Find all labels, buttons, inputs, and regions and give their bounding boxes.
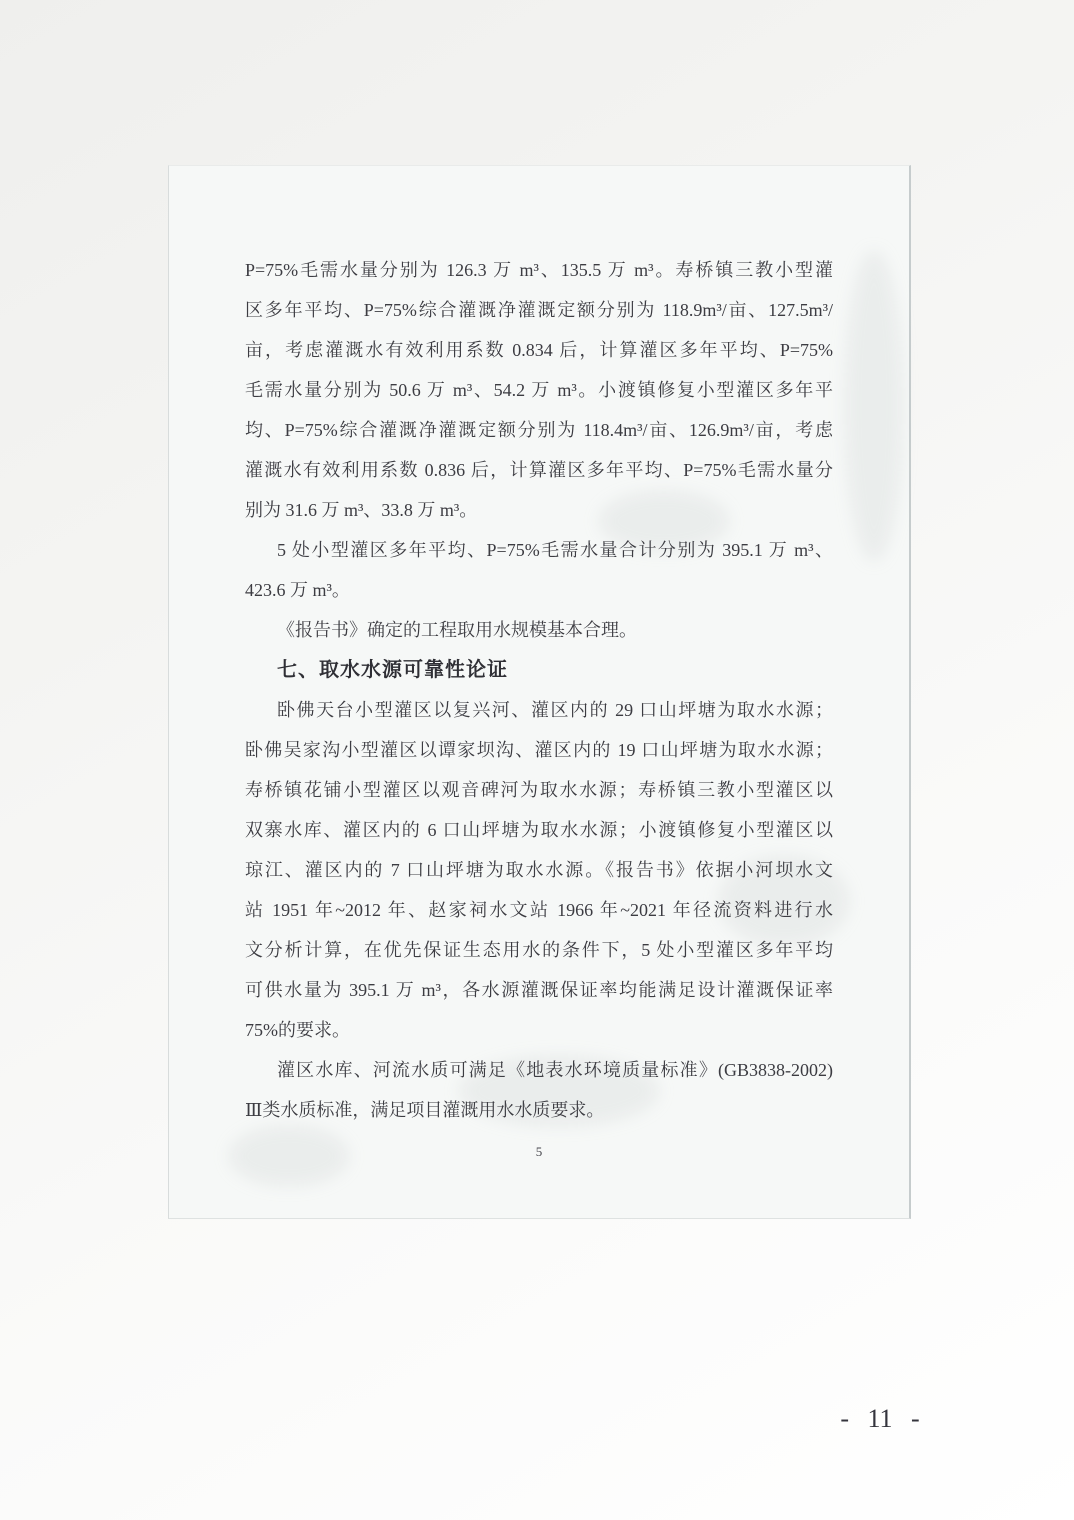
text-line: 卧佛天台小型灌区以复兴河、灌区内的 29 口山坪塘为取水水源；	[277, 700, 833, 720]
text-line: 《报告书》确定的工程取用水规模基本合理。	[277, 620, 637, 640]
text-line: P=75%毛需水量分别为 126.3 万 m³、135.5 万 m³。寿桥镇三教小型灌	[245, 260, 833, 280]
text-line: 卧佛吴家沟小型灌区以谭家坝沟、灌区内的 19 口山坪塘为取水水源；	[245, 740, 833, 760]
text-line: 站 1951 年~2012 年、赵家祠水文站 1966 年~2021 年径流资料进行水	[245, 900, 833, 920]
text-line: 毛需水量分别为 50.6 万 m³、54.2 万 m³。小渡镇修复小型灌区多年平	[245, 380, 833, 400]
inner-page-number: 5	[535, 1144, 543, 1159]
text-line: 亩，考虑灌溉水有效利用系数 0.834 后，计算灌区多年平均、P=75%	[245, 340, 833, 360]
scan-artifact	[845, 251, 903, 561]
text-line: 区多年平均、P=75%综合灌溉净灌溉定额分别为 118.9m³/亩、127.5m³/	[245, 300, 833, 320]
text-line: 琼江、灌区内的 7 口山坪塘为取水水源。《报告书》依据小河坝水文	[245, 860, 833, 880]
text-line: 灌溉水有效利用系数 0.836 后，计算灌区多年平均、P=75%毛需水量分	[245, 460, 833, 480]
text-line: 均、P=75%综合灌溉净灌溉定额分别为 118.4m³/亩、126.9m³/亩，考虑	[245, 420, 833, 440]
text-line: 5 处小型灌区多年平均、P=75%毛需水量合计分别为 395.1 万 m³、	[277, 540, 833, 560]
text-line: Ⅲ类水质标准，满足项目灌溉用水水质要求。	[245, 1100, 605, 1120]
text-line: 423.6 万 m³。	[245, 580, 350, 600]
text-line: 双寨水库、灌区内的 6 口山坪塘为取水水源；小渡镇修复小型灌区以	[245, 820, 833, 840]
outer-page-number: - 11 -	[840, 1404, 920, 1433]
text-line: 75%的要求。	[245, 1020, 350, 1040]
text-line: 文分析计算，在优先保证生态用水的条件下，5 处小型灌区多年平均	[245, 940, 833, 960]
text-line: 寿桥镇花铺小型灌区以观音碑河为取水水源；寿桥镇三教小型灌区以	[245, 780, 833, 800]
text-line: 可供水量为 395.1 万 m³，各水源灌溉保证率均能满足设计灌溉保证率	[245, 980, 833, 1000]
document-body-text	[245, 250, 833, 1130]
text-line: 灌区水库、河流水质可满足《地表水环境质量标准》(GB3838-2002)	[277, 1060, 833, 1080]
text-line: 别为 31.6 万 m³、33.8 万 m³。	[245, 500, 478, 520]
section-heading: 七、取水水源可靠性论证	[277, 659, 508, 681]
